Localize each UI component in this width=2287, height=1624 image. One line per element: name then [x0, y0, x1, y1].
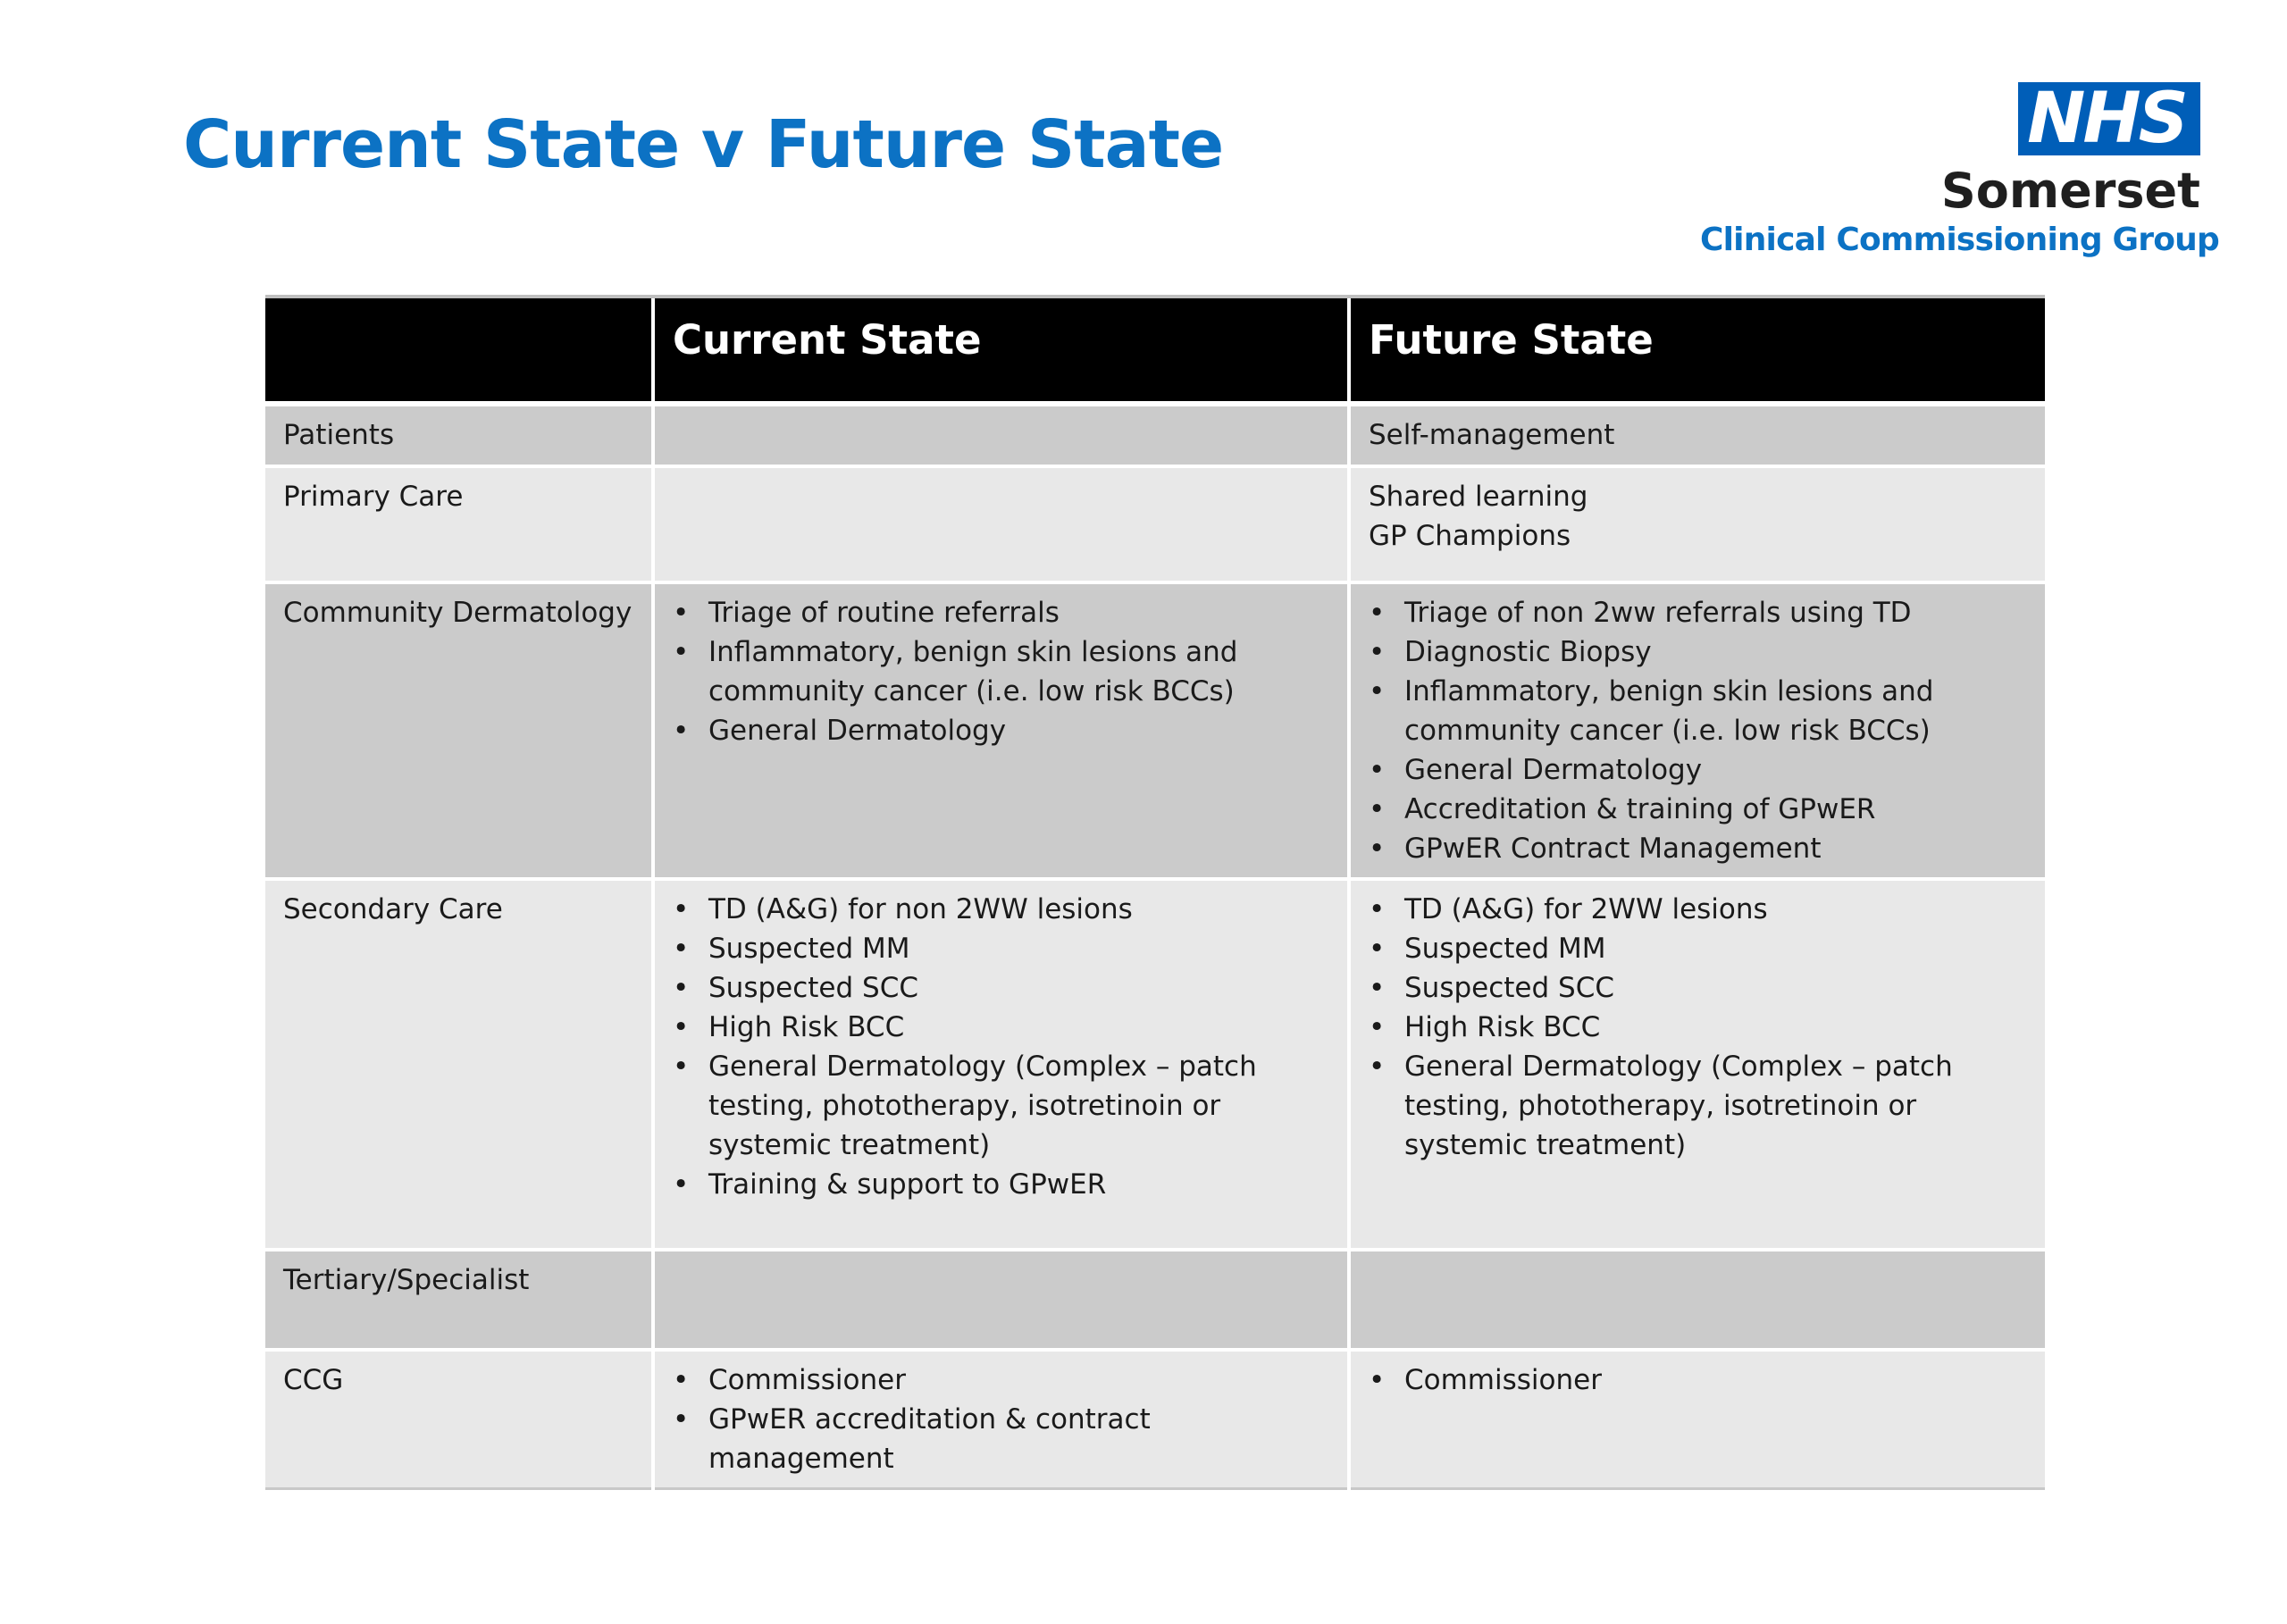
table-header-row: [265, 297, 2045, 404]
table-row: [265, 582, 2045, 879]
list-item: • Suspected MM: [1369, 929, 2027, 968]
list-item: • General Dermatology: [1369, 750, 2027, 790]
bullet-list: [673, 890, 1329, 1204]
list-item: • Triage of non 2ww referrals using TD: [1369, 593, 2027, 632]
list-item: • General Dermatology (Complex – patch testing, phototherapy, isotretinoin or systemic treatment): [1369, 1047, 2027, 1165]
table-row: [265, 1250, 2045, 1350]
current-state-cell: [653, 879, 1349, 1250]
list-item: • Commissioner: [673, 1360, 1329, 1400]
bullet-list: [673, 593, 1329, 750]
cell-text: Shared learning: [1369, 481, 1588, 513]
list-item: • Suspected MM: [673, 929, 1329, 968]
row-label: CCG: [265, 1350, 653, 1489]
list-item: • Diagnostic Biopsy: [1369, 632, 2027, 672]
nhs-somerset-logo: [1700, 79, 2219, 259]
row-label: Patients: [265, 404, 653, 466]
row-label: Community Dermatology: [265, 582, 653, 879]
list-item: • Suspected SCC: [673, 968, 1329, 1008]
current-state-cell: [653, 1350, 1349, 1489]
current-state-cell: [653, 582, 1349, 879]
table-row: [265, 404, 2045, 466]
list-item: • GPwER accreditation & contract management: [673, 1400, 1329, 1478]
header-future-state: Future State: [1349, 297, 2045, 404]
future-state-cell: [1349, 879, 2045, 1250]
list-item: • TD (A&G) for 2WW lesions: [1369, 890, 2027, 929]
future-state-cell: [1349, 582, 2045, 879]
list-item: • Training & support to GPwER: [673, 1165, 1329, 1204]
list-item: • General Dermatology (Complex – patch testing, phototherapy, isotretinoin or systemic treatment): [673, 1047, 1329, 1165]
future-state-cell: [1349, 404, 2045, 466]
logo-subtitle: Clinical Commissioning Group: [1700, 222, 2219, 258]
table-row: [265, 879, 2045, 1250]
bullet-list: [1369, 1360, 2027, 1400]
row-label: Primary Care: [265, 466, 653, 582]
future-state-cell: [1349, 1250, 2045, 1350]
list-item: • GPwER Contract Management: [1369, 829, 2027, 868]
list-item: • TD (A&G) for non 2WW lesions: [673, 890, 1329, 929]
state-comparison-table: [265, 295, 2045, 1490]
list-item: • General Dermatology: [673, 711, 1329, 750]
bullet-list: [673, 1360, 1329, 1478]
list-item: • High Risk BCC: [673, 1008, 1329, 1047]
table-row: [265, 1350, 2045, 1489]
list-item: • Commissioner: [1369, 1360, 2027, 1400]
row-label: Secondary Care: [265, 879, 653, 1250]
logo-organisation: Somerset: [1940, 163, 2200, 219]
current-state-cell: [653, 1250, 1349, 1350]
list-item: • Suspected SCC: [1369, 968, 2027, 1008]
bullet-list: [1369, 593, 2027, 868]
nhs-logo-mark: NHS: [2018, 82, 2200, 155]
list-item: • Accreditation & training of GPwER: [1369, 790, 2027, 829]
bullet-list: [1369, 890, 2027, 1165]
header-blank: [265, 297, 653, 404]
list-item: • Inflammatory, benign skin lesions and community cancer (i.e. low risk BCCs): [1369, 672, 2027, 750]
table-row: [265, 466, 2045, 582]
list-item: • Inflammatory, benign skin lesions and community cancer (i.e. low risk BCCs): [673, 632, 1329, 711]
future-state-cell: [1349, 1350, 2045, 1489]
cell-text: GP Champions: [1369, 520, 1571, 552]
current-state-cell: [653, 404, 1349, 466]
future-state-cell: [1349, 466, 2045, 582]
list-item: • High Risk BCC: [1369, 1008, 2027, 1047]
list-item: • Triage of routine referrals: [673, 593, 1329, 632]
current-state-cell: [653, 466, 1349, 582]
row-label: Tertiary/Specialist: [265, 1250, 653, 1350]
header-current-state: Current State: [653, 297, 1349, 404]
slide-title: Current State v Future State: [183, 106, 1224, 183]
cell-text: Self-management: [1369, 419, 1615, 451]
